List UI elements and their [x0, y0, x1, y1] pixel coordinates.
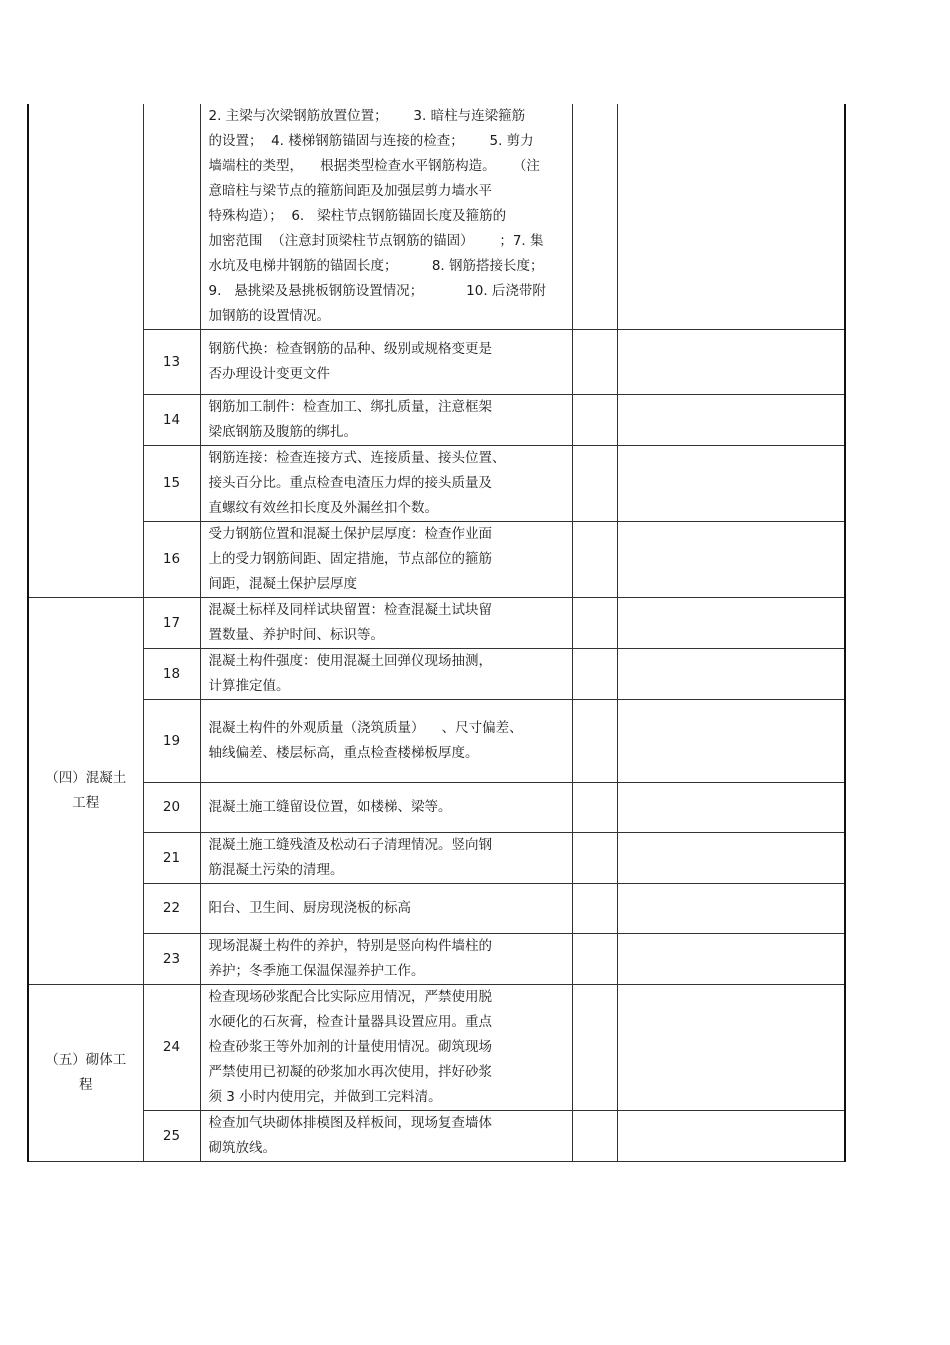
category-label: 工程	[72, 795, 100, 811]
row-number: 16	[143, 522, 200, 598]
blank-cell-b	[617, 649, 845, 700]
content-line: 筋混凝土污染的清理。	[208, 862, 344, 878]
table-row	[28, 985, 845, 1111]
check-content	[200, 783, 572, 833]
table-row	[28, 598, 845, 649]
table-row	[28, 446, 845, 522]
content-line: 加钢筋的设置情况。	[208, 308, 330, 324]
content-line: 间距，混凝土保护层厚度	[208, 576, 357, 592]
table-row	[28, 330, 845, 395]
content-line: 加密范围 （注意封顶梁柱节点钢筋的锚固） ；7. 集	[208, 233, 544, 249]
content-line: 钢筋加工制件：检查加工、绑扎质量，注意框架	[208, 399, 492, 415]
content-line: 混凝土施工缝残渣及松动石子清理情况。竖向钢	[208, 837, 492, 853]
check-content	[200, 104, 572, 330]
content-line: 置数量、养护时间、标识等。	[208, 627, 384, 643]
check-content	[200, 934, 572, 985]
content-line: 混凝土构件的外观质量（浇筑质量） 、尺寸偏差、	[208, 720, 523, 736]
blank-cell-b	[617, 104, 845, 330]
row-number: 20	[143, 783, 200, 833]
blank-cell-a	[572, 833, 617, 884]
row-number: 25	[143, 1111, 200, 1162]
row-number: 17	[143, 598, 200, 649]
check-content	[200, 446, 572, 522]
table-row	[28, 649, 845, 700]
category-label: （五）砌体工	[45, 1052, 127, 1068]
table-row	[28, 833, 845, 884]
blank-cell-a	[572, 330, 617, 395]
blank-cell-a	[572, 934, 617, 985]
blank-cell-b	[617, 833, 845, 884]
row-number: 22	[143, 884, 200, 934]
row-number: 13	[143, 330, 200, 395]
row-number: 18	[143, 649, 200, 700]
check-content	[200, 985, 572, 1111]
blank-cell-a	[572, 985, 617, 1111]
blank-cell-b	[617, 884, 845, 934]
inspection-table	[27, 104, 846, 1162]
content-line: 2. 主梁与次梁钢筋放置位置； 3. 暗柱与连梁箍筋	[208, 108, 526, 124]
blank-cell-a	[572, 446, 617, 522]
table-row	[28, 934, 845, 985]
table-row	[28, 395, 845, 446]
blank-cell-a	[572, 783, 617, 833]
blank-cell-b	[617, 1111, 845, 1162]
blank-cell-a	[572, 884, 617, 934]
content-line: 检查砂浆王等外加剂的计量使用情况。砌筑现场	[208, 1039, 492, 1055]
table-row	[28, 522, 845, 598]
content-line: 混凝土施工缝留设位置，如楼梯、梁等。	[208, 799, 452, 815]
table-row	[28, 884, 845, 934]
table-row	[28, 783, 845, 833]
content-line: 受力钢筋位置和混凝土保护层厚度：检查作业面	[208, 526, 492, 542]
row-number: 24	[143, 985, 200, 1111]
content-line: 墙端柱的类型， 根据类型检查水平钢筋构造。 （注	[208, 158, 540, 174]
content-line: 否办理设计变更文件	[208, 366, 330, 382]
check-content	[200, 522, 572, 598]
category-label: （四）混凝土	[45, 770, 127, 786]
blank-cell-a	[572, 649, 617, 700]
content-line: 轴线偏差、楼层标高，重点检查楼梯板厚度。	[208, 745, 479, 761]
check-content	[200, 598, 572, 649]
content-line: 检查现场砂浆配合比实际应用情况，严禁使用脱	[208, 989, 492, 1005]
check-content	[200, 700, 572, 783]
row-number: 19	[143, 700, 200, 783]
blank-cell-a	[572, 700, 617, 783]
blank-cell-b	[617, 446, 845, 522]
blank-cell-a	[572, 1111, 617, 1162]
table-row	[28, 1111, 845, 1162]
content-line: 混凝土构件强度：使用混凝土回弹仪现场抽测，	[208, 653, 492, 669]
blank-cell-b	[617, 934, 845, 985]
blank-cell-b	[617, 330, 845, 395]
row-number	[143, 104, 200, 330]
category-cell-concrete	[28, 598, 143, 985]
category-label: 程	[79, 1077, 93, 1093]
blank-cell-b	[617, 395, 845, 446]
content-line: 接头百分比。重点检查电渣压力焊的接头质量及	[208, 475, 492, 491]
content-line: 上的受力钢筋间距、固定措施，节点部位的箍筋	[208, 551, 492, 567]
content-line: 直螺纹有效丝扣长度及外漏丝扣个数。	[208, 500, 438, 516]
blank-cell-b	[617, 985, 845, 1111]
content-line: 钢筋代换：检查钢筋的品种、级别或规格变更是	[208, 341, 492, 357]
content-line: 检查加气块砌体排模图及样板间，现场复查墙体	[208, 1115, 492, 1131]
blank-cell-b	[617, 598, 845, 649]
category-cell-masonry	[28, 985, 143, 1162]
blank-cell-b	[617, 700, 845, 783]
content-line: 意暗柱与梁节点的箍筋间距及加强层剪力墙水平	[208, 183, 492, 199]
blank-cell-b	[617, 783, 845, 833]
table-row	[28, 104, 845, 330]
row-number: 23	[143, 934, 200, 985]
content-line: 阳台、卫生间、厨房现浇板的标高	[208, 900, 411, 916]
content-line: 特殊构造）； 6. 梁柱节点钢筋锚固长度及箍筋的	[208, 208, 507, 224]
content-line: 混凝土标样及同样试块留置：检查混凝土试块留	[208, 602, 492, 618]
content-line: 水坑及电梯井钢筋的锚固长度； 8. 钢筋搭接长度；	[208, 258, 544, 274]
content-line: 砌筑放线。	[208, 1140, 276, 1156]
content-line: 的设置； 4. 楼梯钢筋锚固与连接的检查； 5. 剪力	[208, 133, 534, 149]
row-number: 15	[143, 446, 200, 522]
check-content	[200, 330, 572, 395]
blank-cell-a	[572, 522, 617, 598]
blank-cell-a	[572, 598, 617, 649]
check-content	[200, 649, 572, 700]
content-line: 钢筋连接：检查连接方式、连接质量、接头位置、	[208, 450, 506, 466]
content-line: 梁底钢筋及腹筋的绑扎。	[208, 424, 357, 440]
content-line: 严禁使用已初凝的砂浆加水再次使用，拌好砂浆	[208, 1064, 492, 1080]
blank-cell-a	[572, 104, 617, 330]
blank-cell-b	[617, 522, 845, 598]
table-row	[28, 700, 845, 783]
content-line: 须 3 小时内使用完，并做到工完料清。	[208, 1089, 442, 1105]
content-line: 养护；冬季施工保温保湿养护工作。	[208, 963, 425, 979]
check-content	[200, 833, 572, 884]
check-content	[200, 884, 572, 934]
content-line: 现场混凝土构件的养护，特别是竖向构件墙柱的	[208, 938, 492, 954]
row-number: 14	[143, 395, 200, 446]
content-line: 计算推定值。	[208, 678, 290, 694]
blank-cell-a	[572, 395, 617, 446]
content-line: 水硬化的石灰膏，检查计量器具设置应用。重点	[208, 1014, 492, 1030]
check-content	[200, 395, 572, 446]
check-content	[200, 1111, 572, 1162]
category-cell-rebar	[28, 104, 143, 598]
row-number: 21	[143, 833, 200, 884]
content-line: 9. 悬挑梁及悬挑板钢筋设置情况； 10. 后浇带附	[208, 283, 546, 299]
